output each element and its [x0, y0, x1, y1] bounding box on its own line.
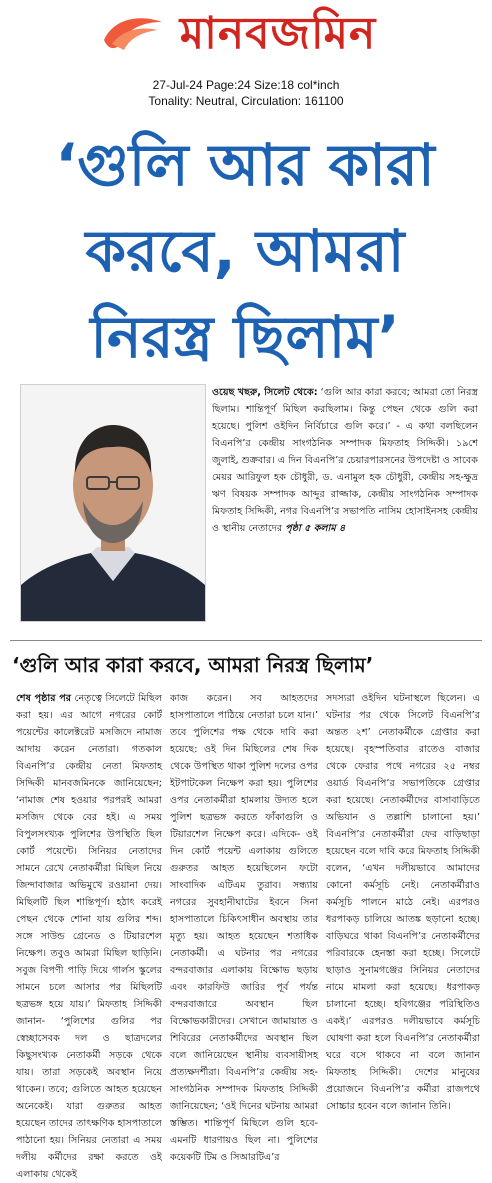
clipping-meta-line: 27-Jul-24 Page:24 Size:18 col*inch	[152, 78, 340, 92]
portrait-photo	[20, 384, 206, 622]
article-column-2	[170, 690, 318, 1163]
column-text: সদস্যরা ওইদিন ঘটনাস্থলে ছিলেন। এ ঘটনার পর থেকে সিলেট বিএনপি’র অন্তত ২শ’ নেতাকর্মীকে গ্রেপ্তার করা হয়েছে। বৃহস্পতিবার রাতেও বাজার থেকে ফেরার পথে নগরের ২৫ নম্বর ওয়ার্ড বিএনপি’র সভাপতিকে গ্রেপ্তার করা হয়েছে। নেতাকর্মীদের বাসাবাড়িতে অভিযান ও তল্লাশি চালানো হয়।’ বিএনপি’র নেতাকর্মীরা ফের বাড়িছাড়া হয়েছেন বলে দাবি করে মিফতাহ সিদ্দিকী বলেন, ‘এখন দলীয়ভাবে আমাদের কোনো কর্মসূচি নেই। নেতাকর্মীরাও কর্মসূচি পালনে মাঠে নেই। এরপরও ধরপাকড় চালিয়ে আতঙ্ক ছড়ানো হচ্ছে। বাড়িঘরে থাকা বিএনপি’র নেতাকর্মীদের পরিবারকে হেনস্তা করা হচ্ছে। সিলেটে ছাড়াও সুনামগঞ্জের সিনিয়র নেতাদের নামে মামলা করা হয়েছে। ধরপাকড় চালানো হচ্ছে। হবিগঞ্জের পরিস্থিতিও একই।’ এরপরও দলীয়ভাবে কর্মসূচি ঘোষণা করা হলে বিএনপি’র নেতাকর্মীরা ঘরে বসে থাকবে না বলে জানান মিফতাহ সিদ্দিকী। দেশের মানুষের প্রয়োজনে বিএনপি’র কর্মীরা রাজপথে সোচ্চার হবেন বলে জানান তিনি।	[326, 693, 480, 1112]
continuation-headline: ‘গুলি আর কারা করবে, আমরা নিরস্ত্র ছিলাম’	[12, 653, 374, 677]
masthead	[0, 0, 492, 108]
byline: ওয়েছ খছরু, সিলেট থেকে:	[212, 387, 318, 398]
column-text: কাজ করেন। সব আহতদের হাসপাতালে পাঠিয়ে নেতারা চলে যান।’ তবে পুলিশের পক্ষ থেকে দাবি করা হয়েছে: ওই দিন মিছিলের শেষ দিক থেকে উপস্থিত থাকা পুলিশ দলের ওপর ইটপাটকেল নিক্ষেপ করা হয়। পুলিশের ওপর নেতাকর্মীরা হামলায় উদ্যত হলে পুলিশ ছত্রভঙ্গ করতে ফাঁকাগুলি ও টিয়ারশেল নিক্ষেপ করে। এদিকে- ওই দিন কোর্ট পয়েন্ট এলাকায় গুলিতে গুরুতর আহত হয়েছিলেন ফটো সাংবাদিক এটিএম তুরাব। সন্ধ্যায় নগরের সুবহানীঘাটের ইবনে সিনা হাসপাতালে চিকিৎসাধীন অবস্থায় তার মৃত্যু হয়। আহত হয়েছেন শতাধিক নেতাকর্মী। এ ঘটনার পর নগরের বন্দরবাজার এলাকায় বিক্ষোভ ছড়ায় এবং কারফিউ জারির পূর্ব পর্যন্ত বন্দরবাজারে অবস্থান ছিল বিক্ষোভকারীদের। সেখানে জামায়াত ও শিবিরের নেতাকর্মীদের অবস্থান ছিল বলে জানিয়েছেন স্থানীয় ব্যবসায়ীসহ প্রত্যক্ষদর্শীরা। বিএনপি’র কেন্দ্রীয় সহ-সাংগঠনিক সম্পাদক মিফতাহ সিদ্দিকী জানিয়েছেন; ‘ওই দিনের ঘটনায় আমরা স্তম্ভিত। শান্তিপূর্ণ মিছিলে গুলি হবে- এমনটি ধারণায়ও ছিল না। পুলিশের কয়েকটি টিম ও সিআরটিএ’র	[170, 693, 318, 1163]
headline-line: ‘গুলি আর কারা	[55, 131, 435, 199]
column-text: নেতৃত্বে সিলেটে মিছিল করা হয়। এর আগে নগরের কোর্ট পয়েন্টের কালেক্টরেট মসজিদে নামাজ আদায় করেন নেতারা। গতকাল বিএনপি’র কেন্দ্রীয় নেতা মিফতাহ সিদ্দিকী মানবজমিনকে জানিয়েছেন; ‘নামাজ শেষ হওয়ার পরপরই আমরা মসজিদ থেকে বের হই। এ সময় বিপুলসংখ্যক পুলিশের উপস্থিতি ছিল কোর্ট পয়েন্টে। সিনিয়র নেতাদের সামনে রেখে নেতাকর্মীরা মিছিল নিয়ে জিন্দাবাজার অভিমুখে রওয়ানা দেয়। মিছিলটি ছিল শান্তিপূর্ণ। হঠাৎ করেই পেছন থেকে শোনা যায় গুলির শব্দ। সঙ্গে সাউন্ড গ্রেনেড ও টিয়ারশেল নিক্ষেপ। তবুও আমরা মিছিল ছাড়িনি। সবুজ বিপণী পাড়ি দিয়ে গার্লস স্কুলের সামনে চলে আসার পর মিছিলটি ছত্রভঙ্গ হয়ে যায়।’ মিফতাহ সিদ্দিকী জানান- ‘পুলিশের গুলির পর স্বেচ্ছাসেবক দল ও ছাত্রদলের কিছুসংখ্যক নেতাকর্মী সড়কে থেকে যায়। তারা সড়কেই অবস্থান নিয়ে থাকেন। তবে; গুলিতে আহত হয়েছেন অনেকেই। যারা গুরুতর আহত হয়েছেন তাদের তাৎক্ষণিক হাসপাতালে পাঠানো হয়। সিনিয়র নেতারা এ সময় দলীয় কর্মীদের রক্ষা করতে ওই এলাকায় থেকেই	[16, 693, 163, 1180]
headline-line: নিরস্ত্র ছিলাম’	[90, 303, 400, 371]
lead-paragraph: ‘গুলি আর কারা করবে; আমরা তো নিরস্ত্র ছিলাম। শান্তিপূর্ণ মিছিল করছিলাম। কিন্তু পেছন থেকে গুলি করা হয়েছে। পুলিশ ওইদিন নির্বিচারে গুলি করে।’ - এ কথা বলছিলেন বিএনপি’র কেন্দ্রীয় সাংগঠনিক সম্পাদক মিফতাহ সিদ্দিকী। ১৯শে জুলাই, শুক্রবার। এ দিন বিএনপি’র চেয়ারপারসনের উপদেষ্টা ও সাবেক মেয়র আরিফুল হক চৌধুরী, ড. এনামুল হক চৌধুরী, কেন্দ্রীয় সহ-ক্ষুদ্র ঋণ বিষয়ক সম্পাদক আব্দুর রাজ্জাক, কেন্দ্রীয় সাংগঠনিক সম্পাদক মিফতাহ সিদ্দিকী, নগর বিএনপি’র সভাপতি নাসিম হোসাইনসহ কেন্দ্রীয় ও স্থানীয় নেতাদের	[212, 387, 478, 534]
article-lead	[212, 384, 478, 620]
continued-note: পৃষ্ঠা ৫ কলাম ৪	[285, 523, 346, 534]
article-column-3	[326, 690, 480, 1118]
article-column-1	[16, 690, 163, 1180]
continued-from-label: শেষ পৃষ্ঠার পর	[16, 693, 72, 704]
clipping-tonality-line: Tonality: Neutral, Circulation: 161100	[148, 94, 344, 108]
headline-line: করবে, আমরা	[85, 217, 405, 285]
newspaper-logo: মানবজমিন	[179, 8, 377, 59]
divider	[10, 640, 482, 641]
headline	[10, 122, 480, 380]
portrait-illustration	[21, 385, 205, 621]
